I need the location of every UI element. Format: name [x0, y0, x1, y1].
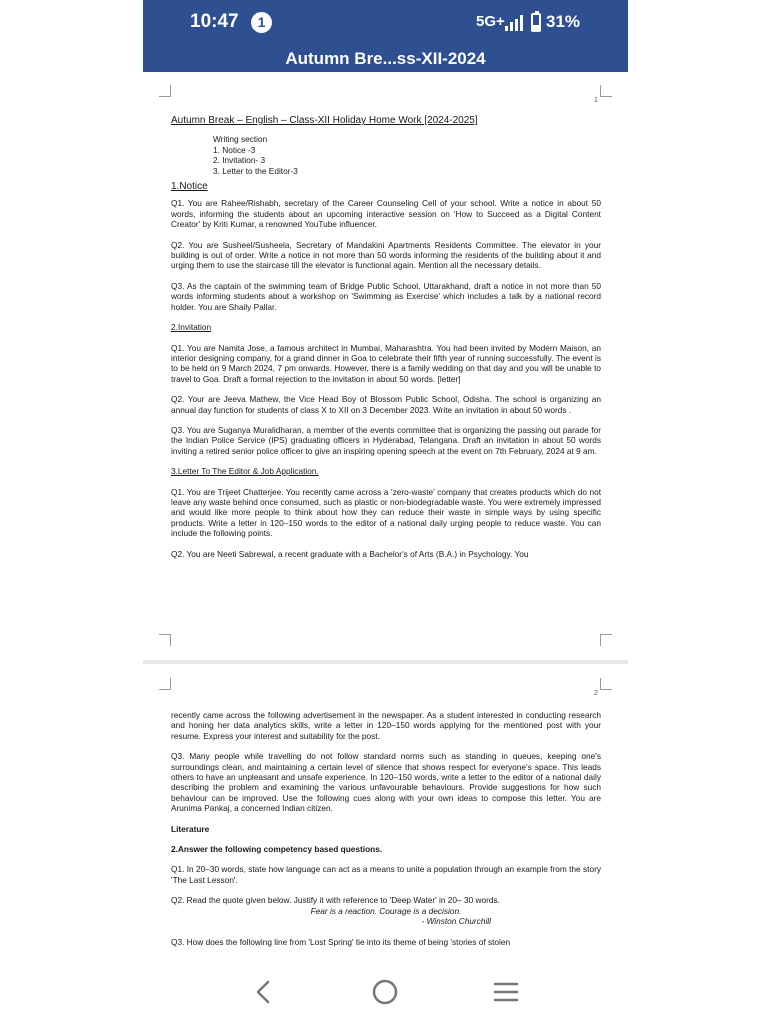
invitation-question: Q3. You are Suganya Muralidharan, a member of the events committee that is organizing the passing out parade for the Indian Police Service (IPS) graduating officers in Hyderabad, Telangana. Draft an invitation in about 50 words inviting a retired senior police officer to give an inspiring opening speech at the event on 7th February, 2024 at 9 am. [171, 424, 601, 456]
crop-mark [600, 634, 612, 646]
battery-icon [531, 13, 541, 32]
page-number: 2 [594, 690, 598, 697]
status-bar [143, 0, 628, 45]
signal-icon [505, 15, 523, 31]
list-item: 1. Notice -3 [213, 144, 256, 155]
quote-author: - Winston Churchill [421, 916, 491, 927]
letter-question: Q2. You are Neeti Sabrewal, a recent graduate with a Bachelor's of Arts (B.A.) in Psychology. You [171, 548, 529, 559]
home-icon [365, 972, 405, 1012]
literature-heading: Literature [171, 823, 210, 834]
status-time: 10:47 [190, 11, 239, 32]
notice-question: Q3. As the captain of the swimming team of Bridge Public School, Uttarakhand, draft a notice in not more than 50 words informing students about a workshop on 'Swimming as Exercise' which includes a talk by a national record holder. You are Shaily Pallar. [171, 280, 601, 312]
letter-question: Q3. Many people while travelling do not follow standard norms such as standing in queues, keeping one's surroundings clean, and maintaining a certain level of silence that shows respect for everyone's space. This leads others to have an unpleasant and unsafe experience. In 120–150 words, write a letter to the editor of a national daily describing the problem and examining the various unfavourable behaviours. Provide suggestions for how such behaviour can be improved. Use the following cues along with your own ideas to compose this letter. You are Arunima Pankaj, a concerned Indian citizen. [171, 751, 601, 814]
competency-heading: 2.Answer the following competency based questions. [171, 844, 383, 855]
document-page-1 [143, 72, 628, 660]
notification-badge: 1 [251, 12, 272, 33]
literature-question: Q1. In 20–30 words, state how language can act as a means to unite a population through an example from the story 'The Last Lesson'. [171, 864, 601, 885]
recents-icon [486, 972, 526, 1012]
list-item: 2. Invitation- 3 [213, 155, 266, 166]
page-number: 1 [594, 97, 598, 104]
network-type: 5G+ [476, 13, 505, 30]
navigation-bar [143, 960, 628, 1024]
notice-question: Q1. You are Rahee/Rishabh, secretary of the Career Counseling Cell of your school. Write a notice in about 50 words, informing the students about an upcoming interactive session on 'How to Succeed as a Digital Content Creator' by Kriti Kumar, a renowned YouTube influencer. [171, 198, 601, 230]
crop-mark [159, 634, 171, 646]
literature-question: Q3. How does the following line from 'Lost Spring' tie into its theme of being 'stories of stolen [171, 936, 511, 947]
letter-heading: 3.Letter To The Editor & Job Application. [171, 466, 319, 477]
writing-section-heading: Writing section [213, 134, 268, 145]
crop-mark [600, 85, 612, 97]
document-page-2 [143, 664, 628, 960]
crop-mark [159, 678, 171, 690]
notice-question: Q2. You are Susheel/Susheela, Secretary of Mandakini Apartments Residents Committee. The elevator in your building is out of order. Write a notice in not more than 50 words informing the residents of the building about it and urging them to use the staircase till the elevator is functional again. Mention all the necessary details. [171, 239, 601, 271]
homework-title: Autumn Break – English – Class-XII Holiday Home Work [2024-2025] [171, 115, 478, 126]
writing-section [213, 134, 601, 176]
crop-mark [600, 678, 612, 690]
invitation-question: Q2. Your are Jeeva Mathew, the Vice Head Boy of Blossom Public School, Odisha. The school is organizing an annual day function for students of class X to XII on 3 December 2023. Write an invitation in about 50 words . [171, 394, 601, 415]
recents-button[interactable] [486, 972, 526, 1012]
battery-percent: 31% [546, 12, 581, 31]
back-icon [243, 972, 283, 1012]
crop-mark [159, 85, 171, 97]
invitation-question: Q1. You are Namita Jose, a famous architect in Mumbai, Maharashtra. You had been invited by Modern Maison, an interior designing company, for a grand dinner in Goa to celebrate their fifth year of running successfully. The event is to be held on 9 March 2024, 7 pm onwards. However, there is a family wedding on that day and you will be unable to travel to Goa. Draft a formal rejection to the invitation in about 50 words. [letter] [171, 342, 601, 384]
page-2-content [171, 710, 601, 957]
quote-text: Fear is a reaction. Courage is a decision. [310, 905, 462, 916]
letter-question: Q1. You are Trijeet Chatterjee. You recently came across a 'zero-waste' company that creates products which do not leave any waste behind once consumed, such as plastic or non-biodegradable waste. You were extremely impressed and would like more people to think about how they can reduce their waste in simple ways by using specific products. Write a letter in 120–150 words to the editor of a national daily urging people to reduce waste. You can include the following points. [171, 486, 601, 539]
home-button[interactable] [365, 972, 405, 1012]
document-title[interactable]: Autumn Bre...ss-XII-2024 [143, 45, 628, 72]
list-item: 3. Letter to the Editor-3 [213, 165, 298, 176]
back-button[interactable] [243, 972, 283, 1012]
invitation-heading: 2.Invitation [171, 322, 212, 333]
literature-question: Q2. Read the quote given below. Justify it with reference to 'Deep Water' in 20– 30 words. [171, 895, 500, 906]
notice-heading: 1.Notice [171, 181, 208, 193]
letter-question-continuation: recently came across the following advertisement in the newspaper. As a student interested in conducting research and honing her data analytics skills, write a letter in 120–150 words applying for the mentioned post with your resume. Express your interest and suitability for the post. [171, 710, 601, 741]
document-viewer [143, 0, 628, 1024]
page-1-content [171, 116, 601, 559]
